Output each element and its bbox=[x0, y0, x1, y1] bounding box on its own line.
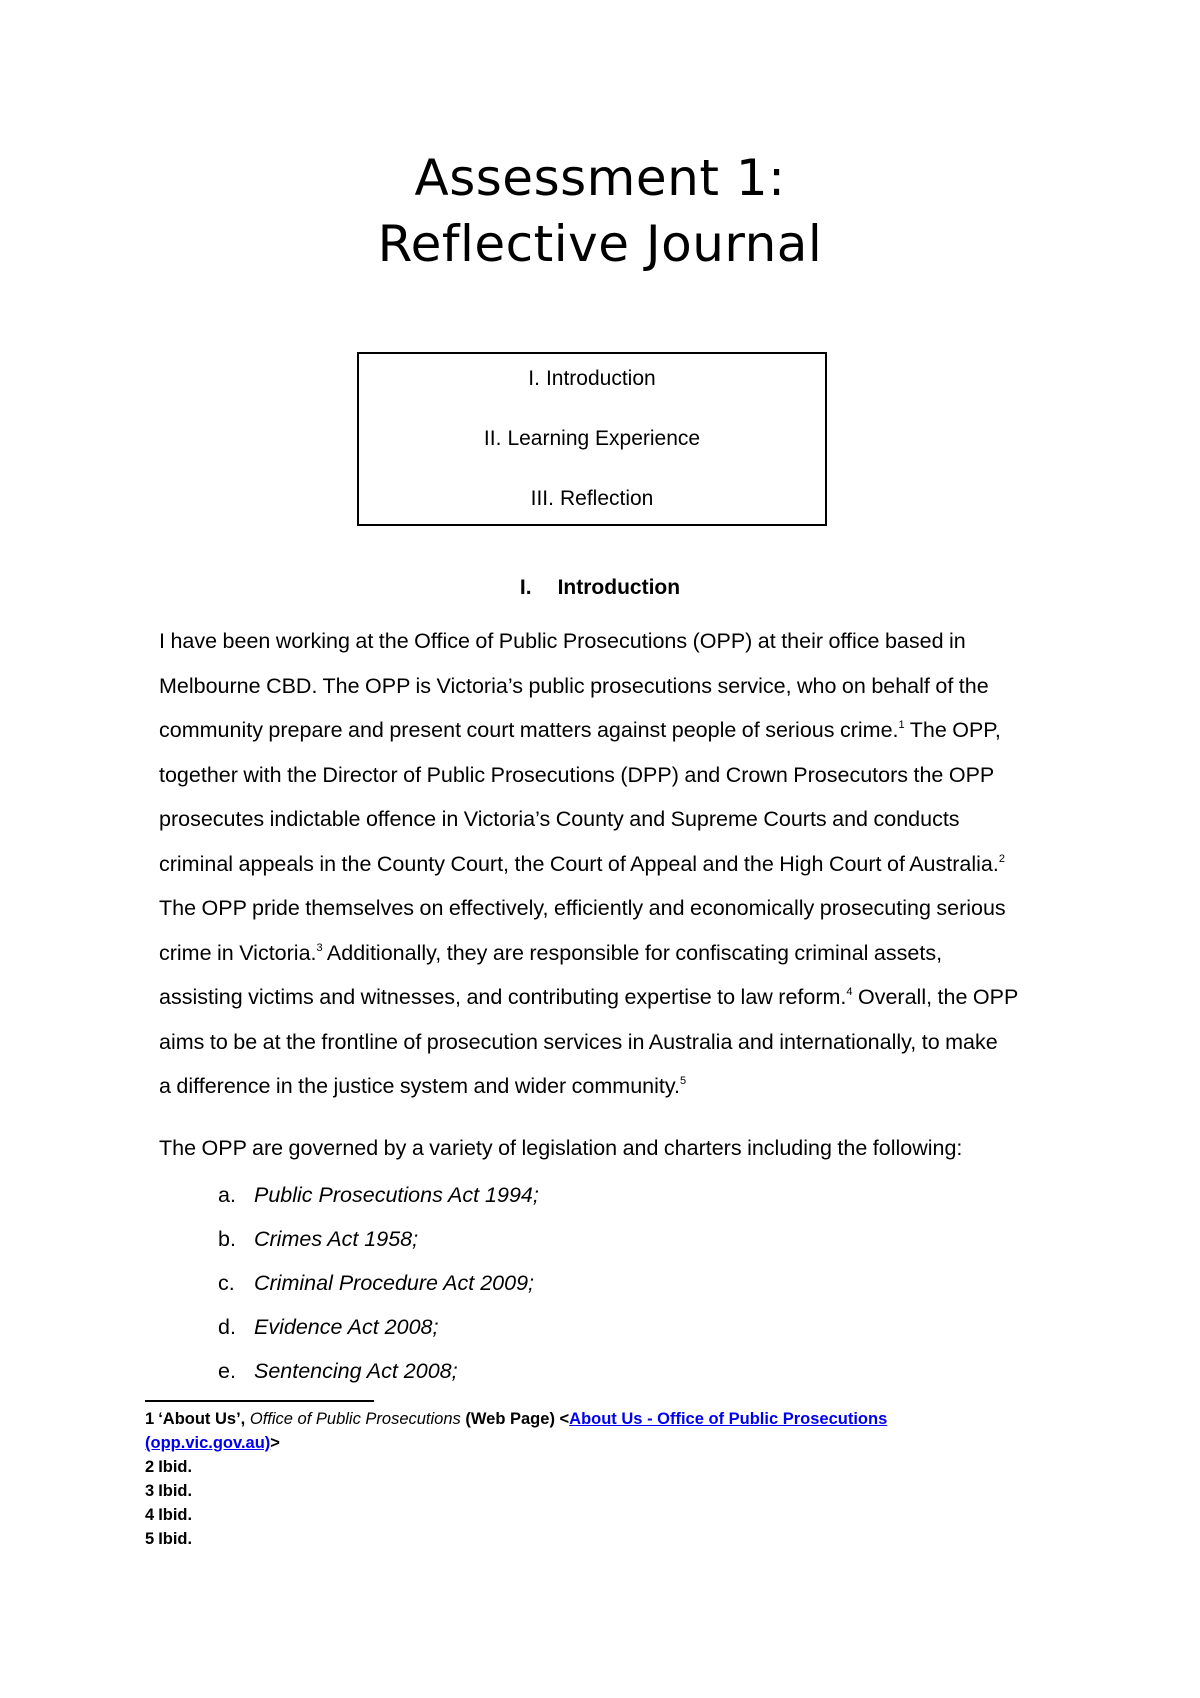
paragraph-line: aims to be at the frontline of prosecution services in Australia and internationally, to make bbox=[159, 1029, 998, 1054]
toc-item-introduction: I. Introduction bbox=[528, 367, 656, 390]
footnote-1: 1 ‘About Us’, Office of Public Prosecutions (Web Page) <About Us - Office of Public Prosecutions bbox=[145, 1410, 888, 1428]
paragraph-line: criminal appeals in the County Court, the Court of Appeal and the High Court of Australia.$^2$ bbox=[159, 851, 1005, 876]
paragraph-line: I have been working at the Office of Public Prosecutions (OPP) at their office based in bbox=[159, 629, 966, 653]
paragraph-line: assisting victims and witnesses, and contributing expertise to law reform.$^4$ Overall, the OPP bbox=[159, 985, 1019, 1009]
footnote-separator bbox=[145, 1400, 374, 1402]
introduction-paragraph bbox=[159, 619, 1059, 1109]
paragraph-line: together with the Director of Public Prosecutions (DPP) and Crown Prosecutors the OPP bbox=[159, 762, 995, 787]
list-item: a. Public Prosecutions Act 1994; bbox=[218, 1183, 539, 1207]
footnote-link-domain[interactable]: (opp.vic.gov.au) bbox=[145, 1434, 271, 1452]
legislation-intro-paragraph: The OPP are governed by a variety of legislation and charters including the following: bbox=[159, 1136, 963, 1160]
footnote-4: 4 Ibid. bbox=[145, 1506, 193, 1524]
title-line-2: Reflective Journal bbox=[377, 215, 823, 273]
list-item: b. Crimes Act 1958; bbox=[218, 1227, 419, 1251]
footnote-2: 2 Ibid. bbox=[145, 1458, 193, 1476]
footnotes bbox=[145, 1407, 887, 1551]
toc-item-learning-experience: II. Learning Experience bbox=[483, 427, 701, 450]
list-item: d. Evidence Act 2008; bbox=[218, 1315, 439, 1339]
toc-item-reflection: III. Reflection bbox=[530, 487, 654, 510]
footnote-5: 5 Ibid. bbox=[145, 1530, 193, 1548]
section-heading-introduction: I. Introduction bbox=[519, 576, 681, 599]
footnote-1-continued: (opp.vic.gov.au)> bbox=[145, 1434, 280, 1452]
footnote-ref: 2 bbox=[998, 852, 1005, 865]
footnote-ref: 5 bbox=[680, 1075, 687, 1087]
footnote-ref: 1 bbox=[898, 719, 905, 731]
paragraph-line: prosecutes indictable offence in Victoria’s County and Supreme Courts and conducts bbox=[159, 807, 960, 831]
footnote-link[interactable]: About Us - Office of Public Prosecutions bbox=[569, 1410, 888, 1428]
paragraph-line: The OPP pride themselves on effectively, efficiently and economically prosecuting serious bbox=[159, 896, 1006, 920]
page-title bbox=[0, 145, 1200, 277]
title-line-1: Assessment 1: bbox=[414, 149, 786, 207]
footnote-3: 3 Ibid. bbox=[145, 1482, 193, 1500]
list-item: c. Criminal Procedure Act 2009; bbox=[218, 1271, 535, 1295]
paragraph-line: a difference in the justice system and wider community.$^5$ bbox=[159, 1074, 687, 1098]
list-item: e. Sentencing Act 2008; bbox=[218, 1359, 458, 1383]
footnote-ref: 3 bbox=[316, 941, 323, 954]
paragraph-line: Melbourne CBD. The OPP is Victoria’s public prosecutions service, who on behalf of the bbox=[159, 673, 989, 698]
footnote-ref: 4 bbox=[846, 986, 853, 998]
paragraph-line: crime in Victoria.$^3$ Additionally, they are responsible for confiscating criminal assets, bbox=[159, 940, 943, 965]
paragraph-line: community prepare and present court matters against people of serious crime.$^1$ The OPP, bbox=[159, 718, 1001, 742]
table-of-contents bbox=[357, 352, 827, 526]
